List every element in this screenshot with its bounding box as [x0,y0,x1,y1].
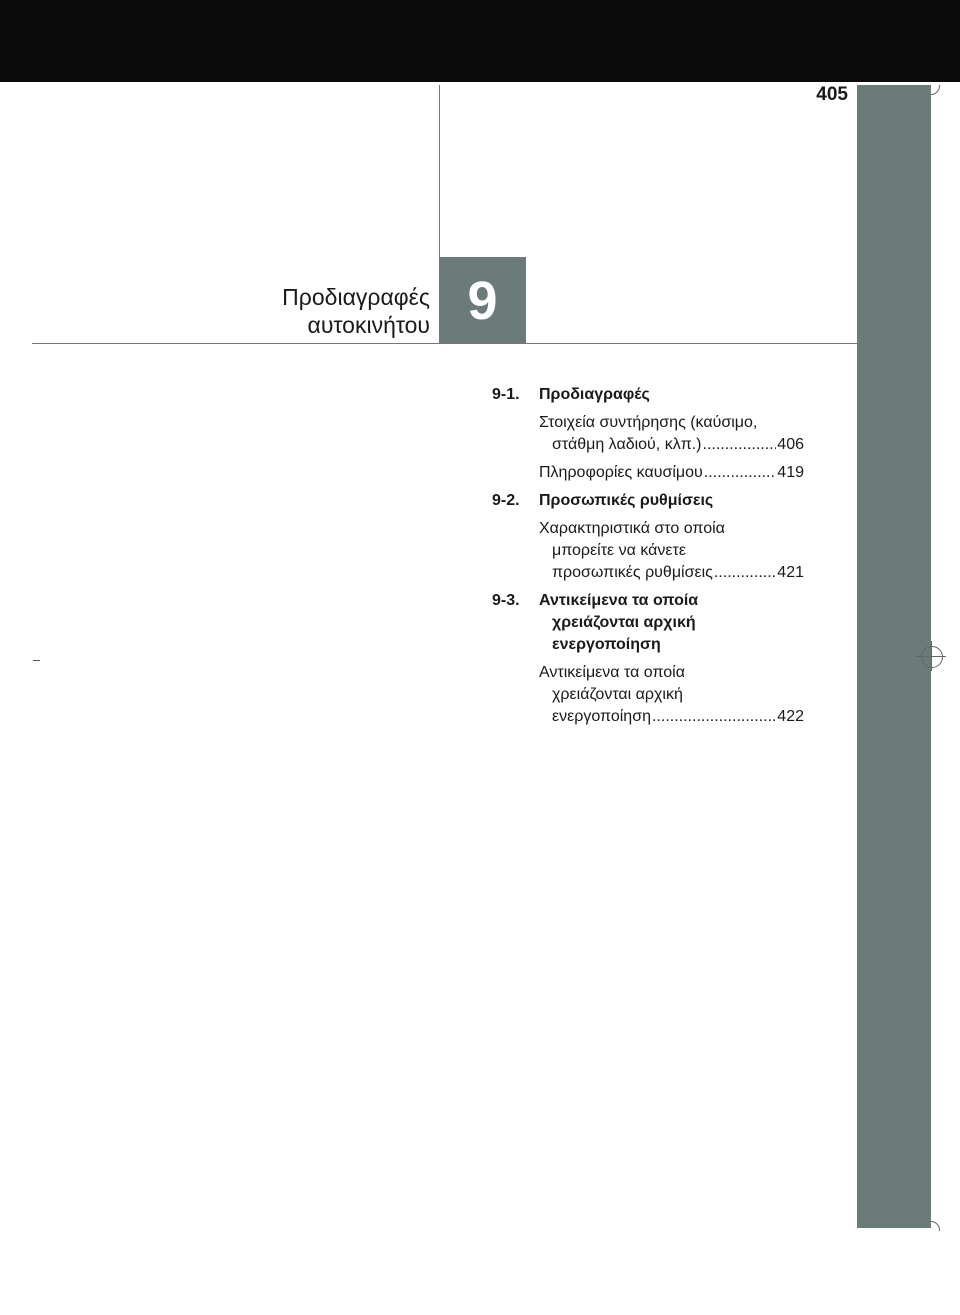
toc-section-title-line: Προσωπικές ρυθμίσεις [539,492,714,509]
chapter-number-box [439,257,526,344]
toc-section-title [539,590,698,656]
toc-leader-dots [714,562,776,584]
toc-section-title-line: Αντικείμενα τα οποία [539,592,699,609]
toc-entry-page: 421 [777,564,804,581]
toc-section-title-line: χρειάζονται αρχική [552,614,696,631]
toc-entry-page: 419 [777,464,804,481]
toc-entry-line: Χαρακτηριστικά στο οποία [539,520,725,537]
toc-entry-line-last [539,562,804,584]
toc-entry[interactable] [492,662,804,728]
toc-entry-line: μπορείτε να κάνετε [552,542,686,559]
table-of-contents [492,384,804,734]
registration-mark-circle [921,646,943,668]
toc-section-heading[interactable] [492,590,804,656]
toc-entry[interactable] [492,518,804,584]
toc-section-2 [492,490,804,584]
toc-section-heading[interactable] [492,384,804,406]
toc-entry-text: ενεργοποίηση [552,708,651,725]
toc-section-number: 9-2. [492,492,520,509]
toc-section-heading[interactable] [492,490,804,512]
toc-section-number: 9-3. [492,592,520,609]
registration-mark-v [931,641,932,671]
toc-leader-dots [704,462,777,484]
toc-entry-text: στάθμη λαδιού, κλπ.) [552,436,702,453]
toc-section-3 [492,590,804,728]
toc-entry[interactable] [492,462,804,484]
toc-entry-line: Αντικείμενα τα οποία [539,664,685,681]
toc-leader-dots [652,706,776,728]
chapter-number: 9 [467,270,498,331]
toc-entry[interactable] [492,412,804,456]
toc-entry-text: προσωπικές ρυθμίσεις [552,564,713,581]
chapter-title-line-1: Προδιαγραφές [282,284,430,310]
toc-entry-line: χρειάζονται αρχική [552,686,683,703]
toc-section-title [539,384,650,406]
toc-entry-line-last [539,462,804,484]
toc-entry-line: Στοιχεία συντήρησης (καύσιμο, [539,414,758,431]
toc-section-title [539,490,713,512]
toc-leader-dots [703,434,777,456]
toc-section-title-line: Προδιαγραφές [539,386,650,403]
chapter-title-line-2: αυτοκινήτου [307,312,430,338]
page-number: 405 [816,84,848,105]
toc-section-1 [492,384,804,484]
toc-section-title-line: ενεργοποίηση [552,636,661,653]
vertical-rule [439,85,440,257]
crop-mark-left [33,660,40,661]
toc-entry-line-last [539,706,804,728]
toc-section-number: 9-1. [492,386,520,403]
top-band [0,0,960,82]
toc-entry-page: 406 [777,436,804,453]
toc-entry-page: 422 [777,708,804,725]
horizontal-rule [32,343,858,344]
toc-entry-line-last [539,434,804,456]
toc-entry-text: Πληροφορίες καυσίμου [539,464,703,481]
